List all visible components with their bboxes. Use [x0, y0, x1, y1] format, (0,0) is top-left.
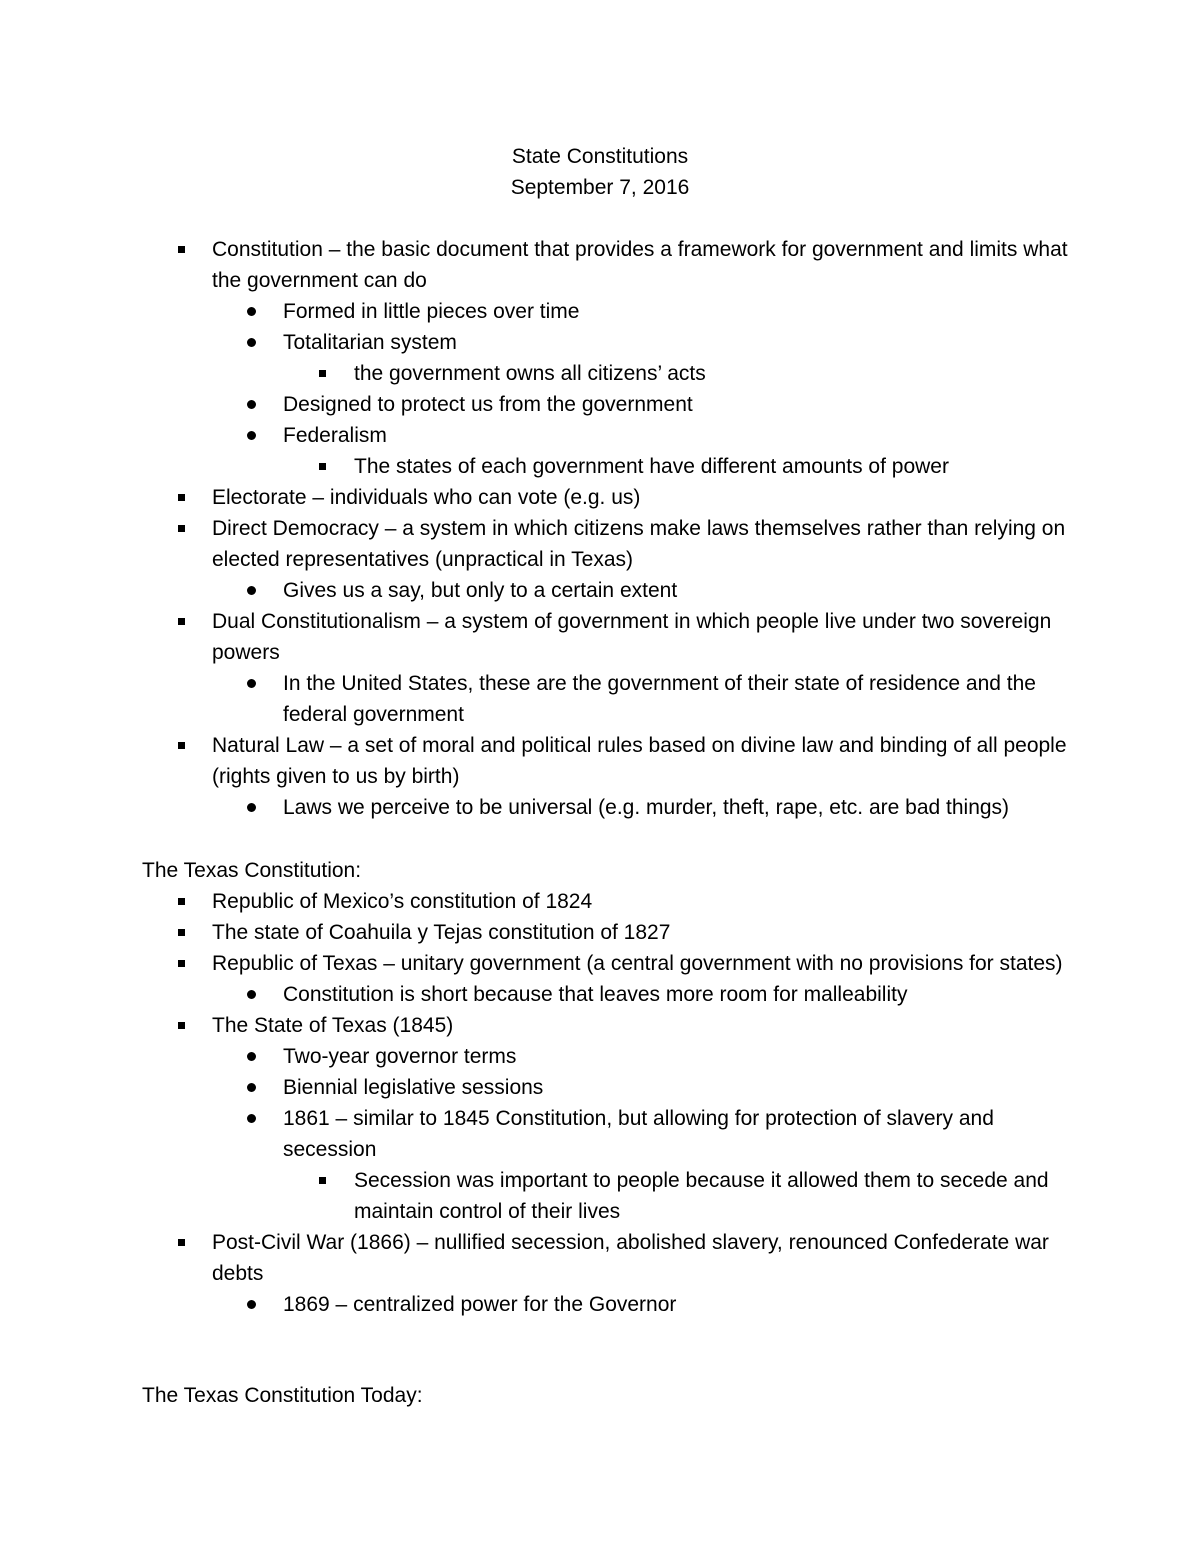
- page-title: State Constitutions: [511, 145, 689, 168]
- list-item: [142, 389, 1082, 420]
- list-item: [142, 327, 1082, 389]
- list-item-text: Designed to protect us from the government: [283, 393, 693, 416]
- list-item-text: Secession was important to people because it allowed them to secede and maintain control of their lives: [354, 1169, 1049, 1223]
- list-item-text: Biennial legislative sessions: [283, 1076, 544, 1099]
- square-bullet-icon: [178, 1022, 185, 1029]
- list-item-text: Post-Civil War (1866) – nullified secession, abolished slavery, renounced Confederate war debts: [212, 1231, 1049, 1285]
- list-item: [142, 575, 1082, 606]
- list-item: [142, 1289, 1082, 1320]
- sub-sub-list: [283, 451, 1082, 482]
- square-bullet-icon: [178, 618, 185, 625]
- texas-history-list: [142, 886, 1082, 1320]
- list-item: [142, 1103, 1082, 1227]
- list-item: [142, 917, 1082, 948]
- list-item-text: Electorate – individuals who can vote (e.g. us): [212, 486, 641, 509]
- list-item-text: 1861 – similar to 1845 Constitution, but allowing for protection of slavery and secession: [283, 1107, 994, 1161]
- list-item-text: Republic of Mexico’s constitution of 1824: [212, 890, 593, 913]
- list-item-text: Direct Democracy – a system in which citizens make laws themselves rather than relying on elected representatives (unpractical in Texas): [212, 517, 1066, 571]
- round-bullet-icon: [247, 1052, 256, 1061]
- square-bullet-icon: [178, 742, 185, 749]
- round-bullet-icon: [247, 1083, 256, 1092]
- sub-list: [212, 792, 1082, 823]
- square-bullet-icon: [178, 494, 185, 501]
- square-bullet-icon: [319, 463, 326, 470]
- list-item-text: Republic of Texas – unitary government (a central government with no provisions for states): [212, 952, 1063, 975]
- square-bullet-icon: [178, 960, 185, 967]
- section-texas-constitution-today: [142, 1380, 1082, 1411]
- sub-sub-list: [283, 358, 1082, 389]
- definitions-list: [142, 234, 1082, 823]
- list-item: [142, 358, 1082, 389]
- round-bullet-icon: [247, 803, 256, 812]
- page-date: September 7, 2016: [510, 176, 690, 199]
- sub-list: [212, 668, 1082, 730]
- square-bullet-icon: [319, 370, 326, 377]
- round-bullet-icon: [247, 307, 256, 316]
- round-bullet-icon: [247, 400, 256, 409]
- list-item: [142, 234, 1082, 482]
- list-item: [142, 606, 1082, 730]
- list-item-text: The states of each government have different amounts of power: [354, 455, 949, 478]
- round-bullet-icon: [247, 431, 256, 440]
- section-definitions: [142, 234, 1082, 823]
- sub-list: [212, 979, 1082, 1010]
- sub-list: [212, 1289, 1082, 1320]
- list-item-text: Federalism: [283, 424, 387, 447]
- section-heading: The Texas Constitution Today:: [142, 1384, 423, 1407]
- list-item: [142, 482, 1082, 513]
- list-item-text: Laws we perceive to be universal (e.g. murder, theft, rape, etc. are bad things): [283, 796, 1010, 819]
- list-item: [142, 513, 1082, 606]
- list-item: [142, 1227, 1082, 1320]
- list-item-text: In the United States, these are the government of their state of residence and the federal government: [283, 672, 1036, 726]
- round-bullet-icon: [247, 586, 256, 595]
- list-item: [142, 948, 1082, 1010]
- list-item-text: The state of Coahuila y Tejas constitution of 1827: [212, 921, 671, 944]
- sub-list: [212, 1041, 1082, 1227]
- list-item-text: Constitution is short because that leaves more room for malleability: [283, 983, 908, 1006]
- list-item: [142, 668, 1082, 730]
- square-bullet-icon: [178, 246, 185, 253]
- square-bullet-icon: [178, 929, 185, 936]
- list-item: [142, 1072, 1082, 1103]
- round-bullet-icon: [247, 338, 256, 347]
- sub-list: [212, 575, 1082, 606]
- list-item: [142, 979, 1082, 1010]
- square-bullet-icon: [319, 1177, 326, 1184]
- list-item: [142, 886, 1082, 917]
- list-item-text: Gives us a say, but only to a certain extent: [283, 579, 678, 602]
- section-texas-constitution: [142, 855, 1082, 1320]
- list-item: [142, 420, 1082, 482]
- list-item-text: Totalitarian system: [283, 331, 457, 354]
- list-item: [142, 1010, 1082, 1227]
- round-bullet-icon: [247, 1300, 256, 1309]
- list-item: [142, 1165, 1082, 1227]
- list-item-text: Formed in little pieces over time: [283, 300, 580, 323]
- list-item-text: The State of Texas (1845): [212, 1014, 454, 1037]
- list-item-text: Constitution – the basic document that provides a framework for government and limits what the government can do: [212, 238, 1068, 292]
- sub-list: [212, 296, 1082, 482]
- round-bullet-icon: [247, 679, 256, 688]
- list-item: [142, 730, 1082, 823]
- list-item: [142, 296, 1082, 327]
- section-heading: The Texas Constitution:: [142, 859, 362, 882]
- list-item-text: Dual Constitutionalism – a system of government in which people live under two sovereign powers: [212, 610, 1052, 664]
- list-item-text: Natural Law – a set of moral and political rules based on divine law and binding of all people (rights given to us by birth): [212, 734, 1067, 788]
- sub-sub-list: [283, 1165, 1082, 1227]
- round-bullet-icon: [247, 1114, 256, 1123]
- list-item: [142, 451, 1082, 482]
- list-item-text: Two-year governor terms: [283, 1045, 517, 1068]
- list-item: [142, 792, 1082, 823]
- square-bullet-icon: [178, 525, 185, 532]
- list-item: [142, 1041, 1082, 1072]
- square-bullet-icon: [178, 1239, 185, 1246]
- square-bullet-icon: [178, 898, 185, 905]
- list-item-text: the government owns all citizens’ acts: [354, 362, 706, 385]
- list-item-text: 1869 – centralized power for the Governor: [283, 1293, 677, 1316]
- round-bullet-icon: [247, 990, 256, 999]
